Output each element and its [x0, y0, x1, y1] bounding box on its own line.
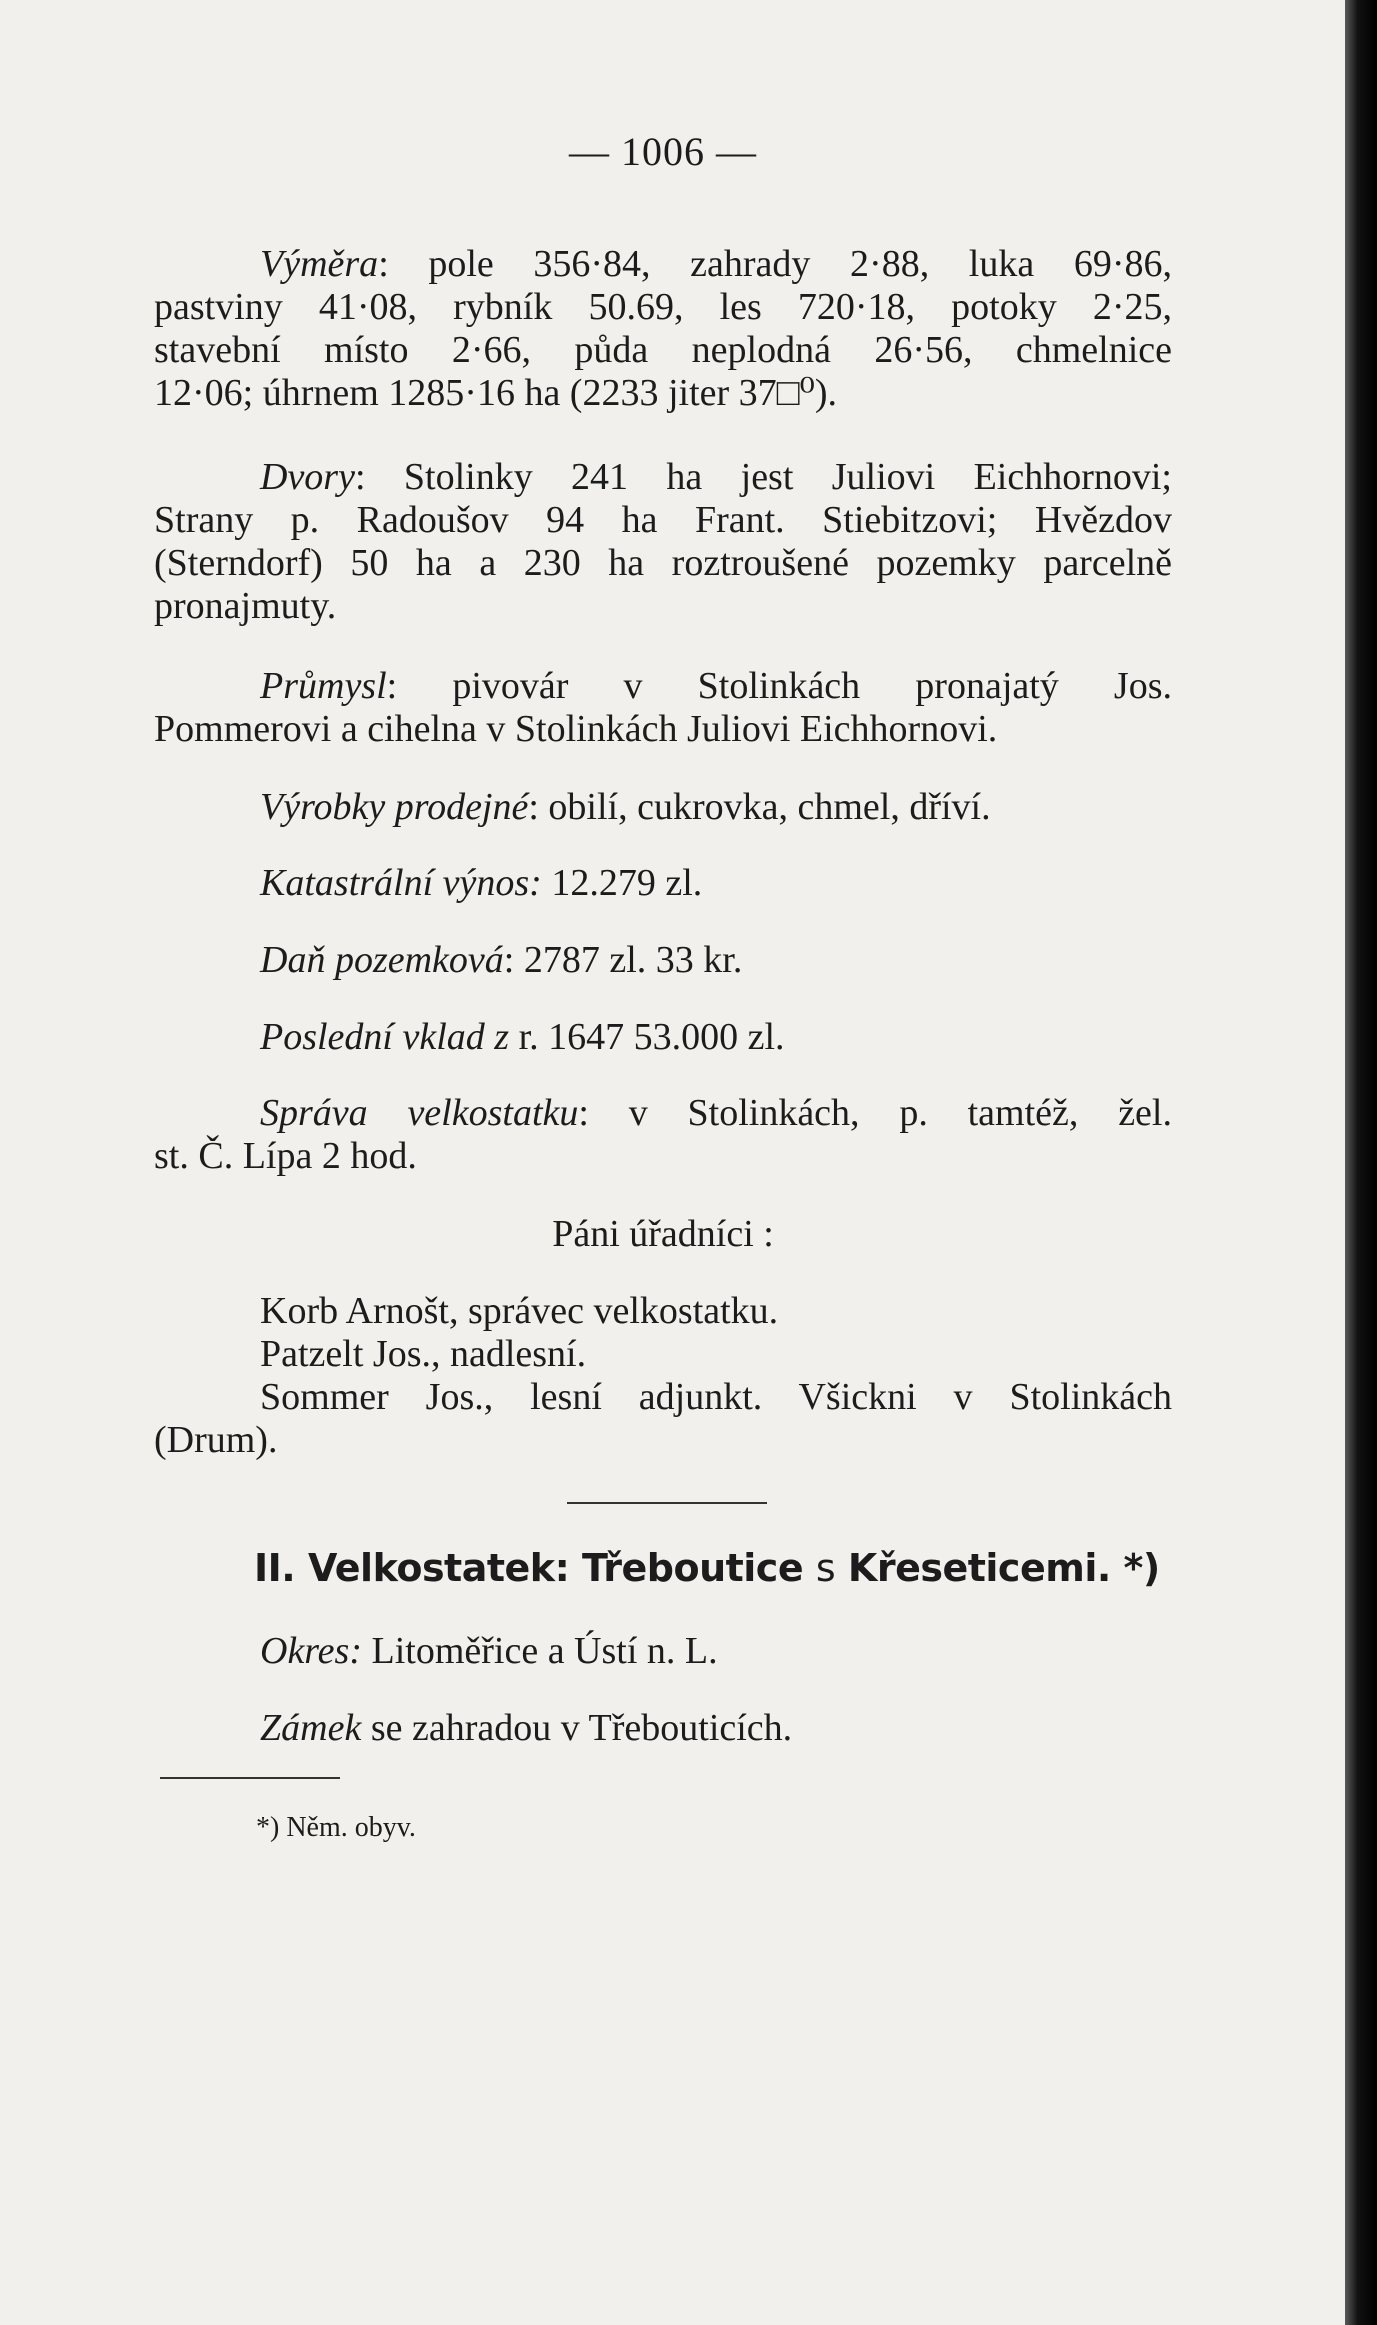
- paragraph-prumysl: Průmysl: pivovár v Stolinkách pronajatý Jos. Pommerovi a cihelna v Stolinkách Juliovi Eichhornovi.: [154, 665, 1172, 750]
- official-item-cont: (Drum).: [154, 1419, 278, 1461]
- label-dvory: Dvory: [260, 456, 355, 498]
- footnote-divider: [160, 1777, 340, 1779]
- label-vyrobky: Výrobky prodejné: [260, 786, 529, 828]
- label-okres: Okres:: [260, 1630, 362, 1672]
- section-divider: [567, 1502, 767, 1504]
- label-zamek: Zámek: [260, 1707, 362, 1749]
- paragraph-dan: Daň pozemková: 2787 zl. 33 kr.: [260, 939, 743, 981]
- paragraph-vymera: Výměra: pole 356·84, zahrady 2·88, luka 69·86, pastviny 41·08, rybník 50.69, les 720·18, potoky 2·25, stavební místo 2·66, půda neplodná 26·56, chmelnice 12·06; úhrnem 1285·16 ha (2233 jiter 37□⁰).: [154, 243, 1172, 414]
- label-vklad: Poslední vklad z: [260, 1016, 510, 1058]
- label-vymera: Výměra: [260, 243, 379, 285]
- officials-list: [154, 1290, 1172, 1462]
- estate-heading: II. Velkostatek: Třeboutice s Křeseticemi. *): [254, 1546, 1160, 1590]
- page-edge-shadow: [1345, 0, 1377, 2325]
- footnote: *) Něm. obyv.: [256, 1812, 416, 1843]
- official-item: Korb Arnošt, správec velkostatku.: [260, 1290, 779, 1332]
- label-sprava: Správa velkostatku: [260, 1092, 579, 1134]
- paragraph-vklad: Poslední vklad z r. 1647 53.000 zl.: [260, 1016, 785, 1058]
- paragraph-katastr: Katastrální výnos: 12.279 zl.: [260, 862, 703, 904]
- officials-heading: Páni úřadníci :: [552, 1213, 774, 1255]
- paragraph-sprava: Správa velkostatku: v Stolinkách, p. tamtéž, žel. st. Č. Lípa 2 hod.: [154, 1092, 1172, 1177]
- paragraph-vyrobky: Výrobky prodejné: obilí, cukrovka, chmel, dříví.: [260, 786, 991, 828]
- paragraph-dvory: Dvory: Stolinky 241 ha jest Juliovi Eichhornovi; Strany p. Radoušov 94 ha Frant. Stiebitzovi; Hvězdov (Sterndorf) 50 ha a 230 ha roztroušené pozemky parcelně pronajmuty.: [154, 456, 1172, 627]
- paragraph-okres: Okres: Litoměřice a Ústí n. L.: [260, 1630, 718, 1672]
- label-dan: Daň pozemková: [260, 939, 504, 981]
- page-number: — 1006 —: [569, 129, 757, 174]
- official-item: Patzelt Jos., nadlesní.: [260, 1333, 587, 1375]
- label-prumysl: Průmysl: [260, 665, 387, 707]
- label-katastr: Katastrální výnos:: [260, 862, 542, 904]
- footnote-mark: *): [1123, 1546, 1160, 1590]
- paragraph-zamek: Zámek se zahradou v Třebouticích.: [260, 1707, 793, 1749]
- official-item: Sommer Jos., lesní adjunkt. Všickni v Stolinkách: [260, 1376, 1172, 1418]
